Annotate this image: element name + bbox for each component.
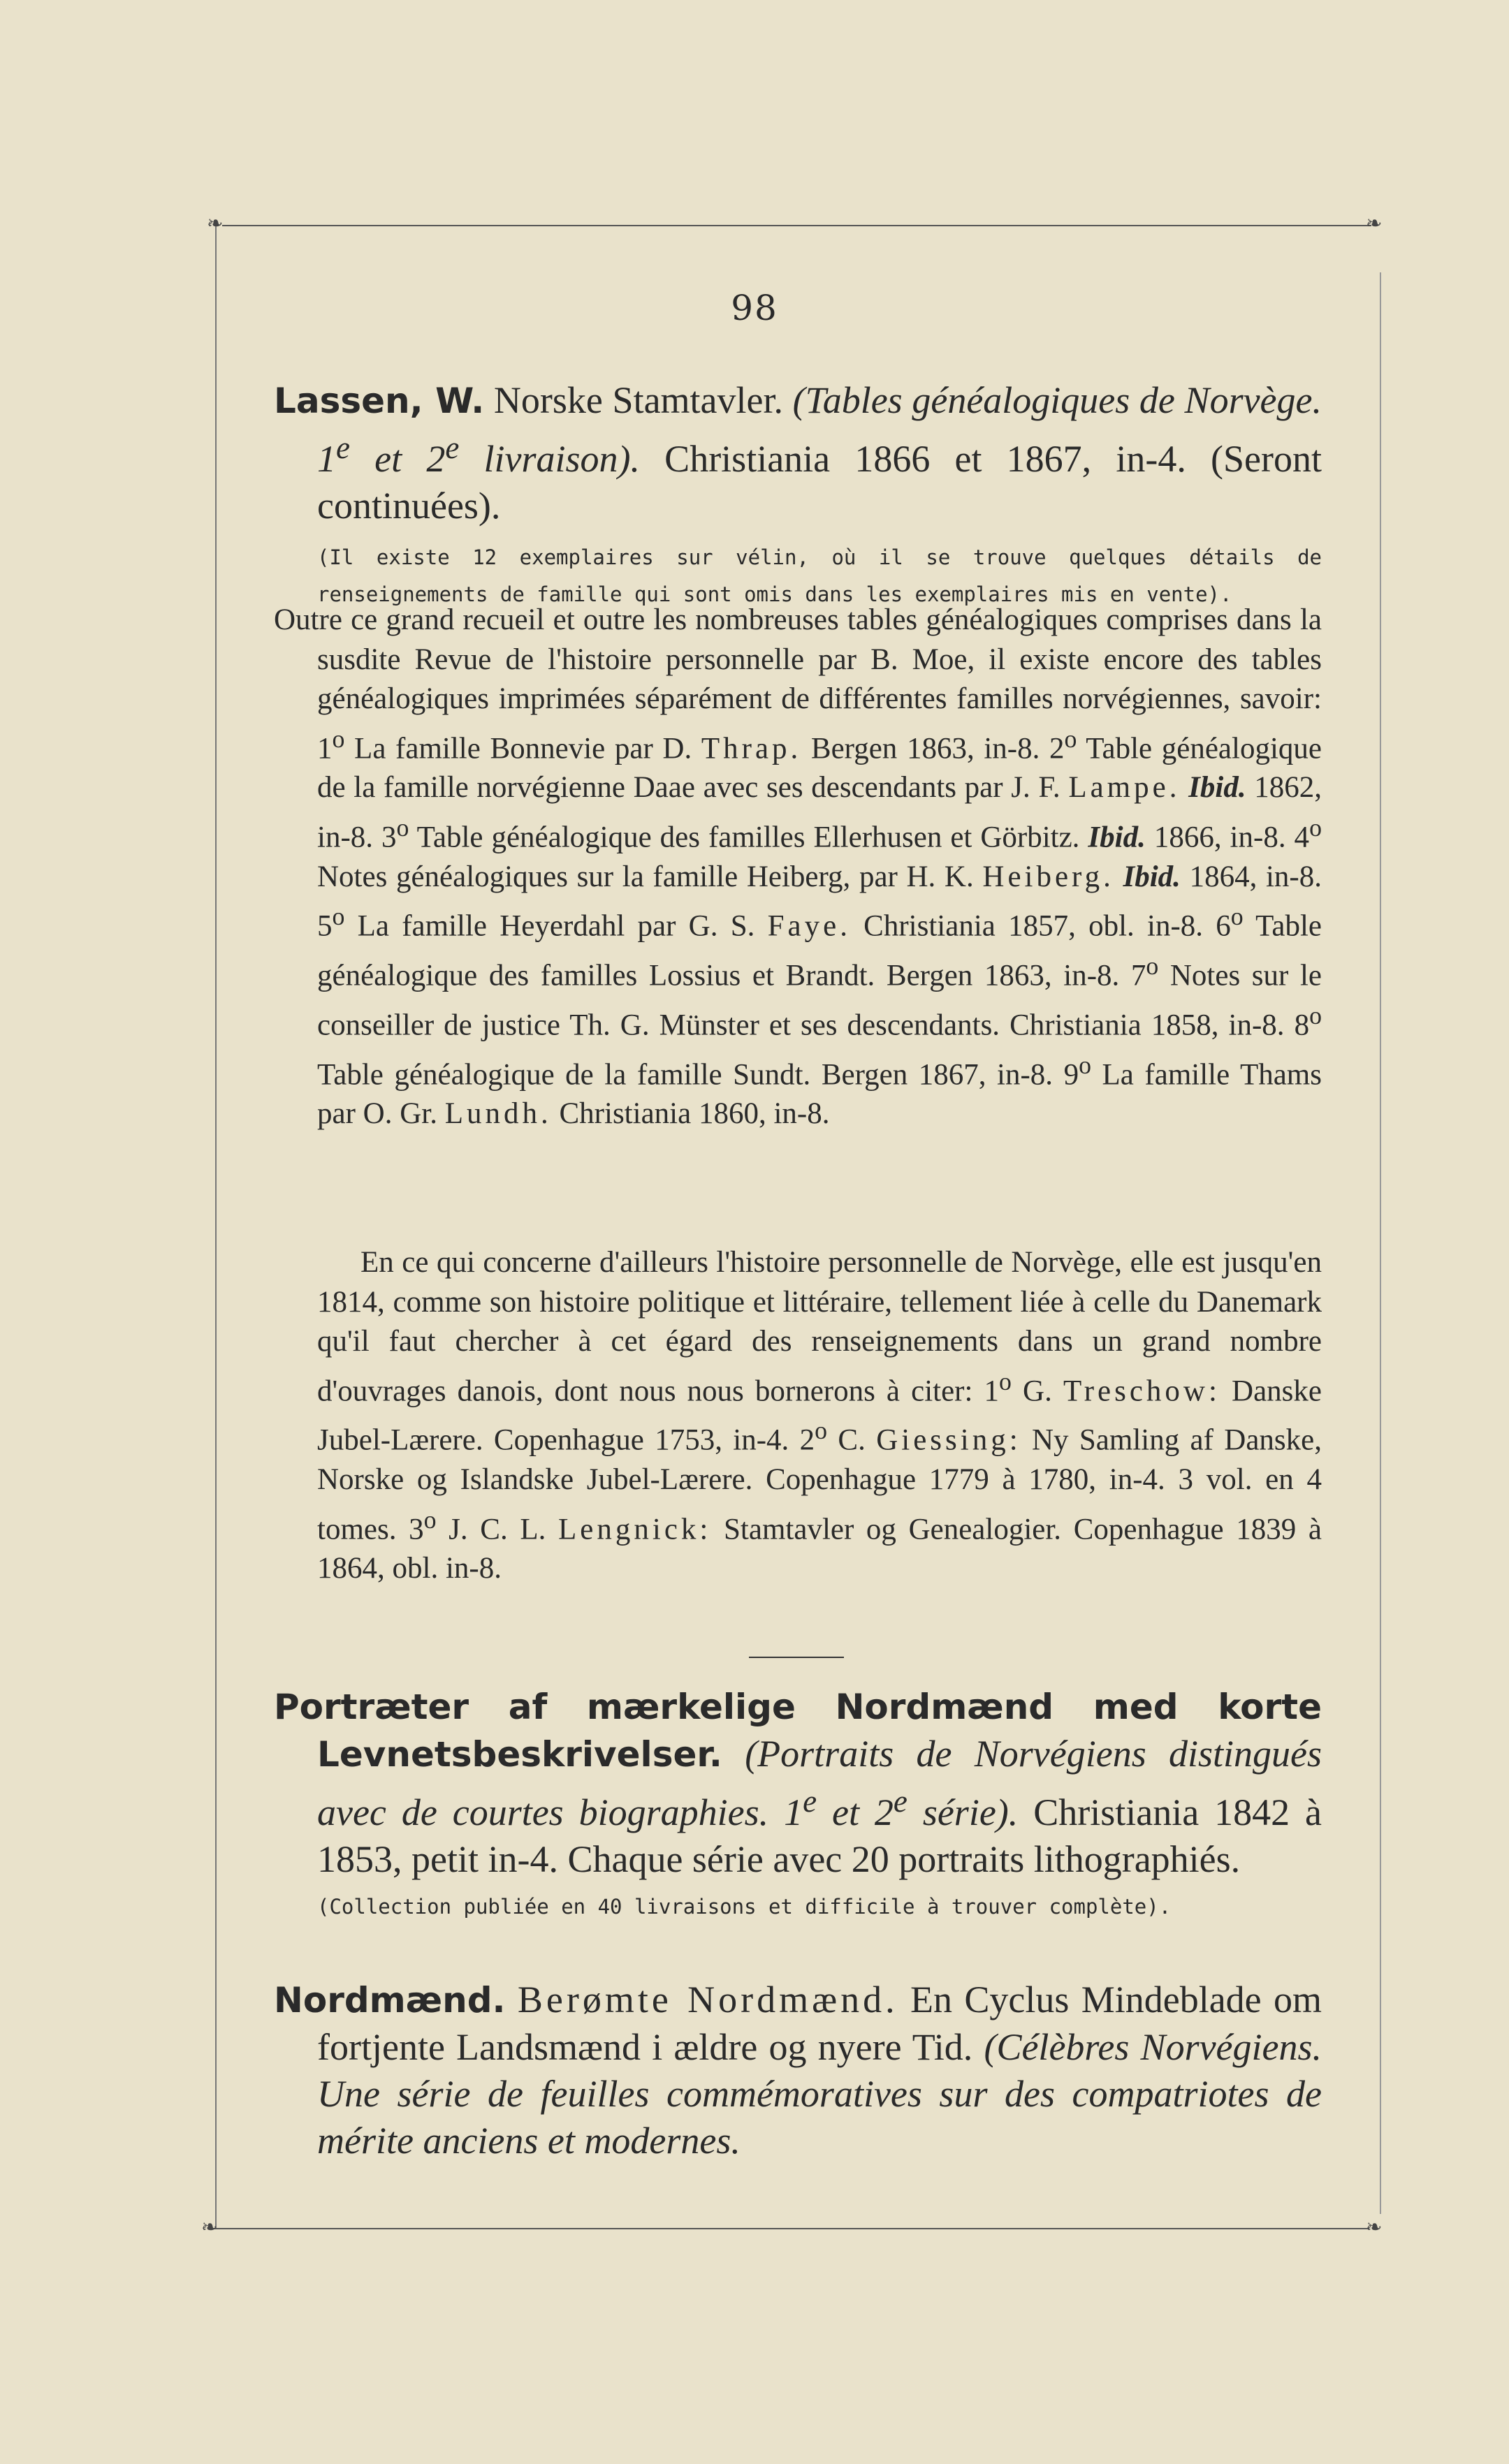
- corner-ornament-icon: ❧: [1366, 212, 1383, 235]
- entry-title: Berømte Nordmænd.: [517, 1979, 898, 2021]
- section-divider: [749, 1657, 844, 1658]
- frame-top-rule: [222, 225, 1371, 226]
- entry-nordmaend: [274, 1977, 1322, 2164]
- entry-subtitle: (Tables généalogiques de Norvège. 1e et 2e livraison).: [317, 379, 1322, 480]
- entry-text: [274, 377, 1322, 529]
- entry-portraeter: [274, 1683, 1322, 1926]
- frame-right-rule: [1380, 272, 1381, 2214]
- entry-heading: Nordmænd.: [274, 1980, 506, 2021]
- entry-subtitle: (Célèbres Norvégiens. Une série de feuilles commémoratives sur des compatriotes de mérite anciens et modernes.: [317, 2026, 1322, 2162]
- paragraph-text: Outre ce grand recueil et outre les nombreuses tables généalogiques comprises dans la susdite Revue de l'histoire personnelle par B. Moe, il existe encore des tables généalogiques imprimées séparément de différentes familles norvégiennes, savoir: 1$^o$ La famille Bonnevie par D. Thrap. Bergen 1863, in-8. 2$^o$ Table généalogique de la famille norvégienne Daae avec ses descendants par J. F. Lampe. Ibid. 1862, in-8. 3$^o$ Table généalogique des familles Ellerhusen et Görbitz. Ibid. 1866, in-8. 4$^o$ Notes généalogiques sur la famille Heiberg, par H. K. Heiberg. Ibid. 1864, in-8. 5$^o$ La famille Heyerdahl par G. S. Faye. Christiania 1857, obl. in-8. 6$^o$ Table généalogique des familles Lossius et Brandt. Bergen 1863, in-8. 7$^o$ Notes sur le conseiller de justice Th. G. Münster et ses descendants. Christiania 1858, in-8. 8$^o$ Table généalogique de la famille Sundt. Bergen 1867, in-8. 9$^o$ La famille Thams par O. Gr. Lundh. Christiania 1860, in-8.: [274, 603, 1322, 1131]
- entry-text: [274, 1683, 1322, 1883]
- entry-author: Lassen, W.: [274, 381, 485, 421]
- entry-lassen: [274, 377, 1322, 613]
- corner-ornament-icon: ❧: [1366, 2215, 1383, 2238]
- entry-note: (Il existe 12 exemplaires sur vélin, où il se trouve quelques détails de renseignements de famille qui sont omis dans les exemplaires mis en vente).: [317, 545, 1322, 606]
- frame-left-rule: [215, 225, 217, 2228]
- paragraph-tables: [274, 601, 1322, 1134]
- frame-bottom-rule: [210, 2228, 1369, 2229]
- entry-imprint: Christiania 1866 et 1867, in-4. (Seront continuées).: [317, 438, 1322, 527]
- entry-imprint: Christiania 1842 à 1853, petit in-4. Chaque série avec 20 portraits lithographiés.: [317, 1791, 1322, 1880]
- entry-subtitle: (Portraits de Norvégiens distingués avec de courtes biographies. 1e et 2e série).: [317, 1733, 1322, 1833]
- entry-title: Norske Stamtavler.: [493, 379, 783, 421]
- entry-text: [274, 1977, 1322, 2164]
- entry-description: En Cyclus Mindeblade om fortjente Landsmænd i ældre og nyere Tid.: [317, 1979, 1322, 2068]
- corner-ornament-icon: ❧: [201, 2215, 218, 2238]
- page-number: 98: [731, 288, 778, 328]
- entry-heading: Portræter af mærkelige Nordmænd med korte Levnetsbeskrivelser.: [274, 1687, 1322, 1775]
- paragraph-text: En ce qui concerne d'ailleurs l'histoire personnelle de Norvège, elle est jusqu'en 1814, comme son histoire politique et littéraire, tellement liée à celle du Danemark qu'il faut chercher à cet égard des renseignements dans un grand nombre d'ouvrages danois, dont nous nous bornerons à citer: 1$^o$ G. Treschow: Danske Jubel-Lærere. Copenhague 1753, in-4. 2$^o$ C. Giessing: Ny Samling af Danske, Norske og Islandske Jubel-Lærere. Copenhague 1779 à 1780, in-4. 3 vol. en 4 tomes. 3$^o$ J. C. L. Lengnick: Stamtavler og Genealogier. Copenhague 1839 à 1864, obl. in-8.: [317, 1246, 1322, 1585]
- corner-ornament-icon: ❧: [207, 212, 224, 235]
- paragraph-danish-works: [274, 1243, 1322, 1589]
- entry-note: (Collection publiée en 40 livraisons et difficile à trouver complète).: [317, 1895, 1172, 1919]
